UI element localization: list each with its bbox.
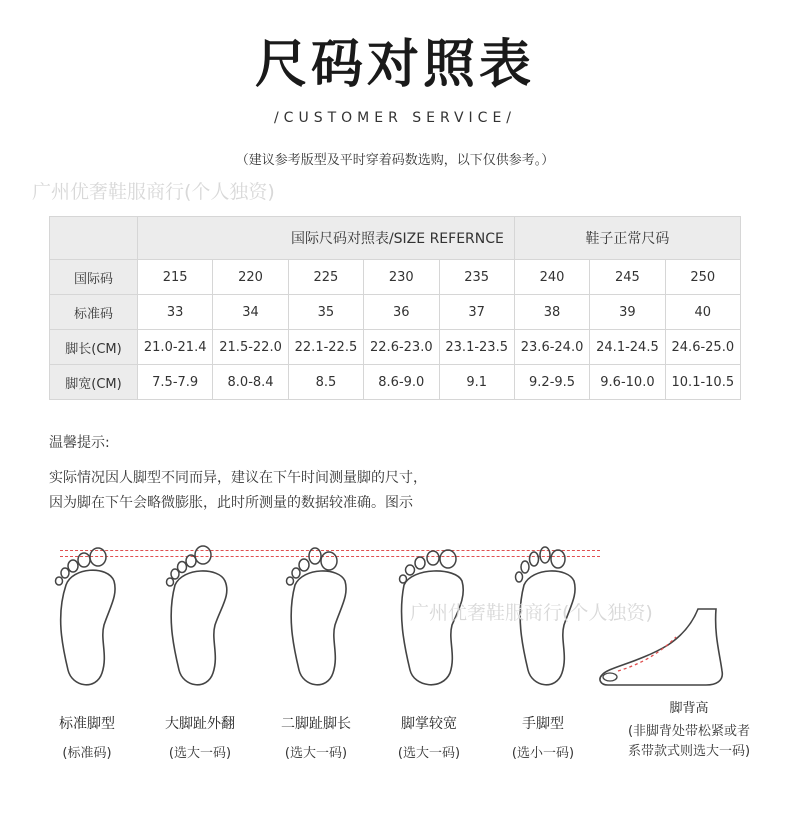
foot-caption: 脚掌较宽 — [401, 716, 457, 732]
table-cell: 9.1 — [439, 365, 514, 400]
table-cell: 22.6-23.0 — [364, 330, 439, 365]
table-cell: 10.1-10.5 — [665, 365, 740, 400]
tips-line: 因为脚在下午会略微膨胀，此时所测量的数据较准确。图示 — [49, 495, 413, 511]
table-cell: 39 — [590, 295, 665, 330]
tips-title: 温馨提示: — [49, 435, 110, 451]
foot-caption: 手脚型 — [522, 716, 564, 732]
bunion-foot-icon — [165, 545, 235, 693]
long-second-toe-foot-icon — [285, 545, 355, 693]
table-cell: 9.2-9.5 — [514, 365, 589, 400]
table-cell: 9.6-10.0 — [590, 365, 665, 400]
foot-caption: 脚背高 — [669, 701, 709, 716]
foot-caption: 二脚趾脚长 — [281, 716, 351, 732]
standard-foot-icon — [52, 545, 122, 693]
table-header-empty — [50, 217, 138, 260]
table-cell: 225 — [288, 260, 363, 295]
tips-line: 实际情况因人脚型不同而异，建议在下午时间测量脚的尺寸， — [49, 470, 427, 486]
foot-caption-sub: (选大一码) — [168, 746, 232, 761]
table-cell: 8.6-9.0 — [364, 365, 439, 400]
watermark: 广州优奢鞋服商行(个人独资) — [32, 181, 275, 203]
foot-caption-sub: (非脚背处带松紧或者 — [627, 724, 751, 739]
table-header-main: 国际尺码对照表/SIZE REFERNCE — [138, 217, 515, 260]
page-title: 尺码对照表 — [254, 35, 535, 95]
table-header-row — [50, 217, 741, 260]
table-cell: 21.5-22.0 — [213, 330, 288, 365]
table-row — [50, 365, 741, 400]
table-cell: 7.5-7.9 — [138, 365, 213, 400]
foot-caption: 标准脚型 — [59, 716, 115, 732]
table-cell: 235 — [439, 260, 514, 295]
table-cell: 22.1-22.5 — [288, 330, 363, 365]
foot-caption: 大脚趾外翻 — [165, 716, 235, 732]
table-cell: 34 — [213, 295, 288, 330]
row-label: 标准码 — [50, 295, 138, 330]
table-cell: 250 — [665, 260, 740, 295]
reference-note: （建议参考版型及平时穿着码数选购，以下仅供参考。） — [235, 153, 555, 168]
table-cell: 37 — [439, 295, 514, 330]
tips-text — [49, 466, 427, 516]
row-label: 脚长(CM) — [50, 330, 138, 365]
foot-caption-sub: (标准码) — [62, 746, 112, 761]
table-cell: 215 — [138, 260, 213, 295]
table-cell: 220 — [213, 260, 288, 295]
table-cell: 24.1-24.5 — [590, 330, 665, 365]
table-header-side: 鞋子正常尺码 — [514, 217, 740, 260]
table-cell: 8.5 — [288, 365, 363, 400]
table-cell: 33 — [138, 295, 213, 330]
watermark: 广州优奢鞋服商行(个人独资) — [410, 602, 653, 624]
table-cell: 23.6-24.0 — [514, 330, 589, 365]
table-cell: 24.6-25.0 — [665, 330, 740, 365]
foot-caption-sub: (选小一码) — [511, 746, 575, 761]
row-label: 国际码 — [50, 260, 138, 295]
page-subtitle: /CUSTOMER SERVICE/ — [273, 110, 517, 126]
foot-caption-sub: (选大一码) — [397, 746, 461, 761]
table-cell: 36 — [364, 295, 439, 330]
foot-caption-sub: (选大一码) — [284, 746, 348, 761]
table-cell: 245 — [590, 260, 665, 295]
table-row — [50, 260, 741, 295]
table-row — [50, 295, 741, 330]
size-chart-table — [49, 216, 741, 400]
foot-caption-sub: 系带款式则选大一码) — [627, 744, 751, 759]
table-cell: 23.1-23.5 — [439, 330, 514, 365]
table-cell: 21.0-21.4 — [138, 330, 213, 365]
table-row — [50, 330, 741, 365]
table-cell: 240 — [514, 260, 589, 295]
table-cell: 8.0-8.4 — [213, 365, 288, 400]
table-cell: 40 — [665, 295, 740, 330]
table-cell: 38 — [514, 295, 589, 330]
table-cell: 35 — [288, 295, 363, 330]
row-label: 脚宽(CM) — [50, 365, 138, 400]
table-cell: 230 — [364, 260, 439, 295]
